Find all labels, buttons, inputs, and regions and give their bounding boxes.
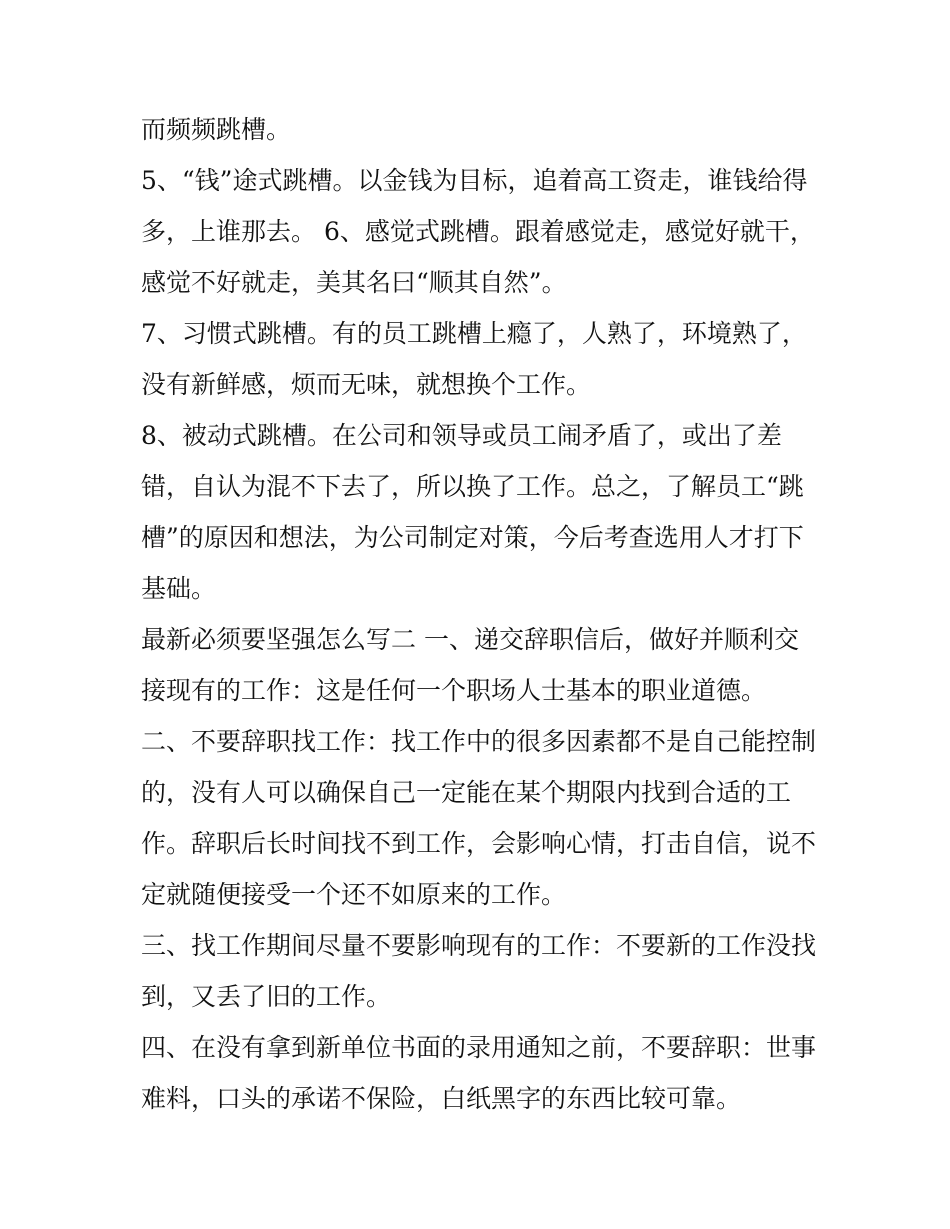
text-line: 三、找工作期间尽量不要影响现有的工作：不要新的工作没找: [141, 931, 817, 960]
text-line: 定就随便接受一个还不如原来的工作。: [141, 880, 567, 909]
text-line: 难料，口头的承诺不保险，白纸黑字的东西比较可靠。: [141, 1084, 742, 1113]
text-line: 7、习惯式跳槽。有的员工跳槽上瘾了，人熟了，环境熟了，: [141, 319, 807, 348]
text-line: 作。辞职后长时间找不到工作，会影响心情，打击自信，说不: [141, 829, 817, 858]
text-line: 多，上谁那去。 6、感觉式跳槽。跟着感觉走，感觉好就干，: [141, 217, 815, 246]
text-line: 而频频跳槽。: [141, 115, 292, 144]
text-line: 错，自认为混不下去了，所以换了工作。总之，了解员工“跳: [141, 472, 804, 501]
text-line: 的，没有人可以确保自己一定能在某个期限内找到合适的工: [141, 778, 792, 807]
document-body: [141, 104, 831, 1124]
text-line: 接现有的工作：这是任何一个职场人士基本的职业道德。: [141, 676, 767, 705]
text-line: 基础。: [141, 574, 217, 603]
text-line: 8、被动式跳槽。在公司和领导或员工闹矛盾了，或出了差: [141, 421, 782, 450]
text-line: 二、不要辞职找工作：找工作中的很多因素都不是自己能控制: [141, 727, 817, 756]
text-line: 到，又丢了旧的工作。: [141, 982, 392, 1011]
text-line: 5、“钱”途式跳槽。以金钱为目标，追着高工资走，谁钱给得: [141, 166, 808, 195]
text-line: 四、在没有拿到新单位书面的录用通知之前，不要辞职：世事: [141, 1033, 817, 1062]
text-line: 感觉不好就走，美其名曰“顺其自然”。: [141, 268, 567, 297]
text-line: 没有新鲜感，烦而无味，就想换个工作。: [141, 370, 592, 399]
text-line: 槽”的原因和想法，为公司制定对策，今后考查选用人才打下: [141, 523, 804, 552]
text-line: 最新必须要坚强怎么写二 一、递交辞职信后，做好并顺利交: [141, 625, 799, 654]
